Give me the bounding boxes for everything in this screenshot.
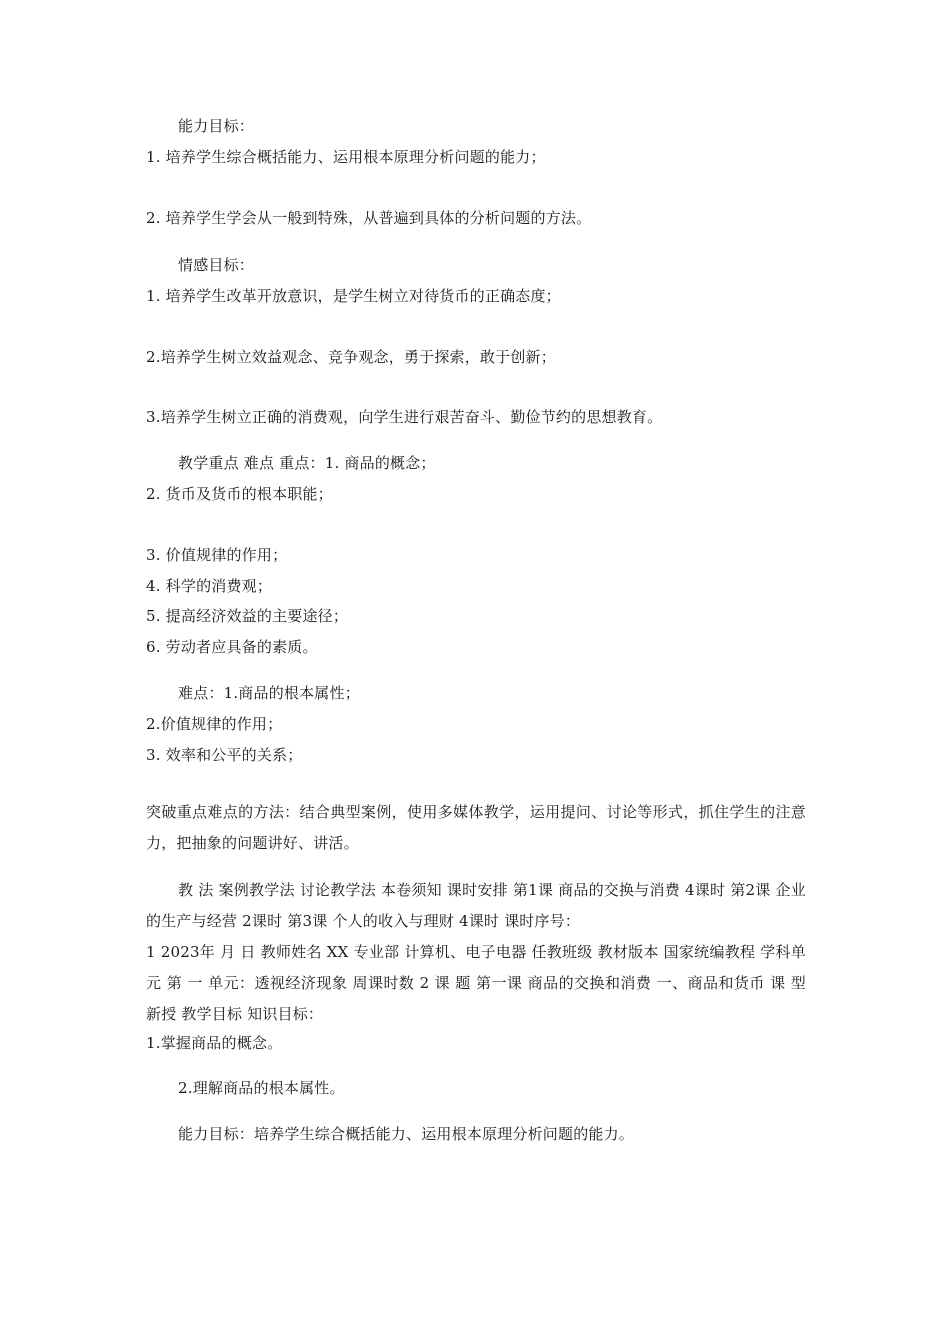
heading-emotion-goals: 情感目标：	[178, 256, 255, 274]
key-point-item: 2. 货币及货币的根本职能；	[146, 485, 333, 503]
key-point-item: 3. 价值规律的作用；	[146, 546, 288, 564]
heading-ability-goals: 能力目标：	[178, 117, 255, 135]
difficulty-item: 2.价值规律的作用；	[146, 715, 283, 733]
ability-goal-item: 1. 培养学生综合概括能力、运用根本原理分析问题的能力；	[146, 148, 546, 166]
knowledge-goal-item: 2.理解商品的根本属性。	[178, 1079, 345, 1097]
ability-goal-summary: 能力目标：培养学生综合概括能力、运用根本原理分析问题的能力。	[178, 1125, 635, 1143]
heading-difficulties: 难点：1.商品的根本属性；	[178, 684, 360, 702]
teaching-info-paragraph: 教 法 案例教学法 讨论教学法 本卷须知 课时安排 第1课 商品的交换与消费 4课时 第2课 企业的生产与经营 2课时 第3课 个人的收入与理财 4课时 课时序号：	[146, 881, 806, 930]
difficulty-item: 3. 效率和公平的关系；	[146, 746, 303, 764]
heading-key-points: 教学重点 难点 重点：1. 商品的概念；	[178, 454, 436, 472]
key-point-item: 4. 科学的消费观；	[146, 577, 273, 595]
ability-goal-item: 2. 培养学生学会从一般到特殊，从普遍到具体的分析问题的方法。	[146, 209, 592, 227]
key-point-item: 5. 提高经济效益的主要途径；	[146, 607, 349, 625]
key-point-item: 6. 劳动者应具备的素质。	[146, 638, 318, 656]
course-info-paragraph: 1 2023年 月 日 教师姓名 XX 专业部 计算机、电子电器 任教班级 教材版本 国家统编教程 学科单元 第 一 单元：透视经济现象 周课时数 2 课 题 第一课 商品的交换和消费 一、商品和货币 课 型 新授 教学目标 知识目标：	[146, 943, 806, 1023]
methods-paragraph: 突破重点难点的方法：结合典型案例，使用多媒体教学，运用提问、讨论等形式，抓住学生的注意力，把抽象的问题讲好、讲活。	[146, 803, 806, 852]
emotion-goal-item: 1. 培养学生改革开放意识，是学生树立对待货币的正确态度；	[146, 287, 561, 305]
emotion-goal-item: 3.培养学生树立正确的消费观，向学生进行艰苦奋斗、勤俭节约的思想教育。	[146, 408, 663, 426]
knowledge-goal-item: 1.掌握商品的概念。	[146, 1034, 283, 1052]
emotion-goal-item: 2.培养学生树立效益观念、竞争观念，勇于探索，敢于创新；	[146, 348, 556, 366]
